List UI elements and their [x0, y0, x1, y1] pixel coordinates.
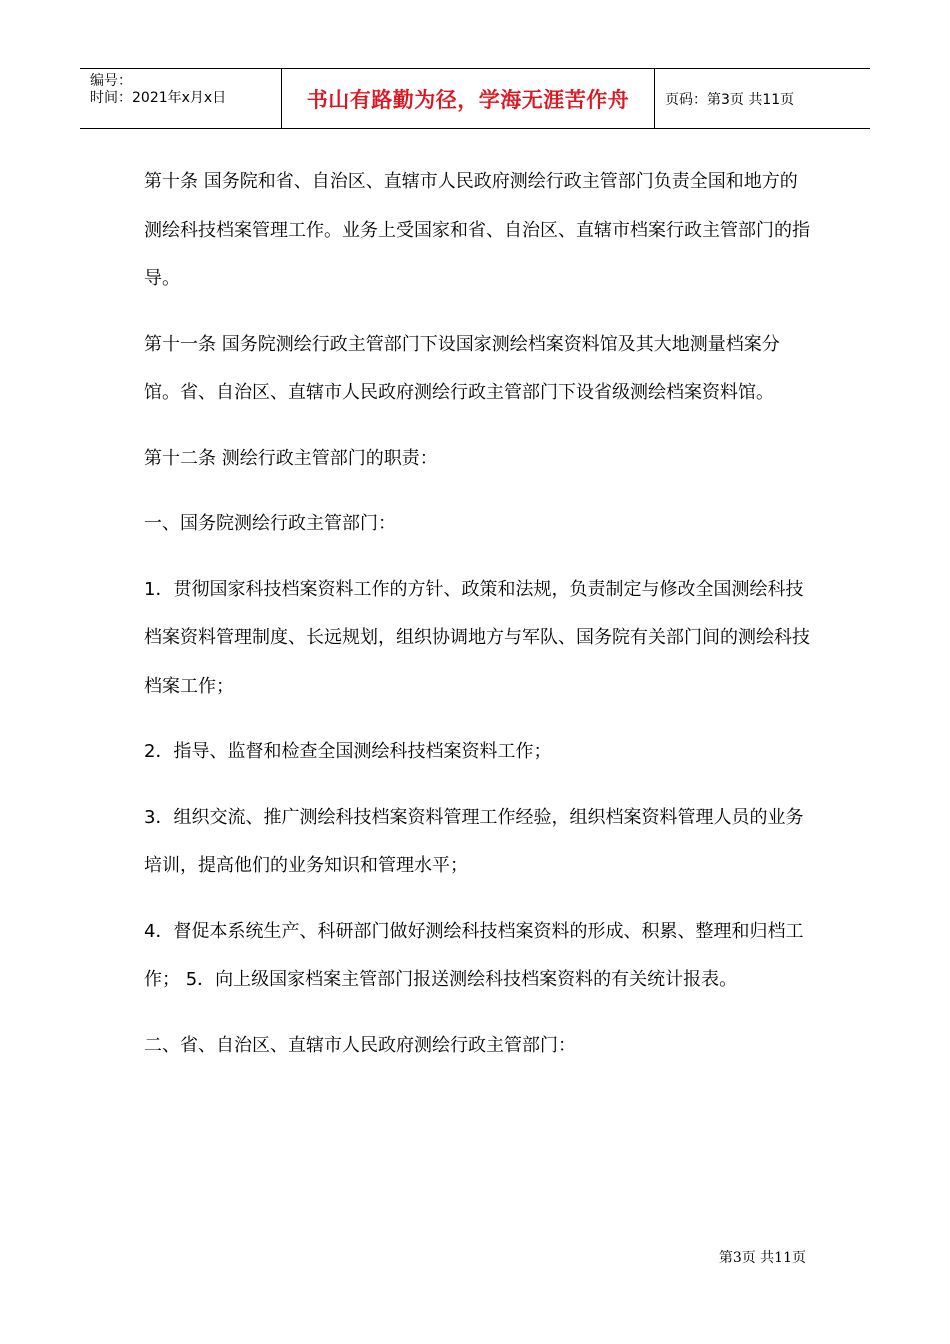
header-page-indicator: 页码：第3页 共11页 — [665, 91, 795, 108]
paragraph-section-1-heading: 一、国务院测绘行政主管部门： — [144, 513, 396, 534]
document-header — [80, 68, 870, 129]
header-motto: 书山有路勤为径，学海无涯苦作舟 — [282, 69, 655, 128]
paragraph-article-10: 第十条 国务院和省、自治区、直辖市人民政府测绘行政主管部门负责全国和地方的测绘科技档案管理工作。业务上受国家和省、自治区、直辖市档案行政主管部门的指导。 — [144, 171, 810, 289]
document-body — [144, 158, 814, 1087]
page-footer: 第3页 共11页 — [718, 1250, 806, 1266]
header-meta-cell — [80, 69, 282, 128]
paragraph-section-2-heading: 二、省、自治区、直辖市人民政府测绘行政主管部门： — [144, 1034, 576, 1056]
document-number-label: 编号： — [90, 73, 132, 89]
paragraph-item-4-5: 4．督促本系统生产、科研部门做好测绘科技档案资料的形成、积累、整理和归档工作； 5．向上级国家档案主管部门报送测绘科技档案资料的有关统计报表。 — [144, 920, 804, 990]
paragraph-item-1: 1．贯彻国家科技档案资料工作的方针、政策和法规，负责制定与修改全国测绘科技档案资料管理制度、长远规划，组织协调地方与军队、国务院有关部门间的测绘科技档案工作； — [144, 578, 810, 697]
paragraph-article-12: 第十二条 测绘行政主管部门的职责： — [144, 447, 438, 469]
paragraph-item-2: 2．指导、监督和检查全国测绘科技档案资料工作； — [144, 741, 552, 762]
paragraph-item-3: 3．组织交流、推广测绘科技档案资料管理工作经验，组织档案资料管理人员的业务培训，提高他们的业务知识和管理水平； — [144, 806, 804, 876]
document-time-label: 时间：2021年x月x日 — [90, 90, 227, 106]
paragraph-article-11: 第十一条 国务院测绘行政主管部门下设国家测绘档案资料馆及其大地测量档案分馆。省、自治区、直辖市人民政府测绘行政主管部门下设省级测绘档案资料馆。 — [144, 333, 780, 403]
